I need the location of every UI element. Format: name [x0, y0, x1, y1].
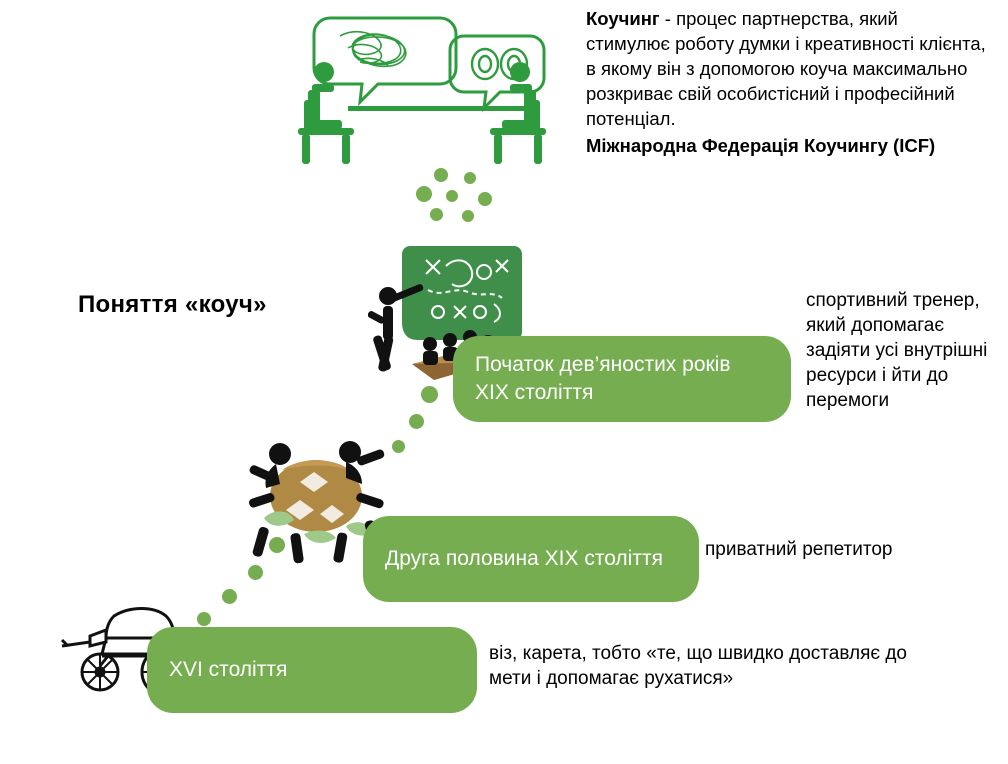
timeline-pill-label: XVI століття — [169, 658, 288, 681]
definition-source: Міжнародна Федерація Коучингу (ICF) — [586, 135, 936, 156]
definition-block — [586, 6, 986, 158]
trail-dot — [464, 172, 476, 184]
timeline-pill-label: Друга половина XIX століття — [385, 547, 663, 570]
trail-dot — [269, 537, 285, 553]
trail-dot — [478, 192, 492, 206]
trail-dot — [409, 414, 424, 429]
timeline-description-1990s: спортивний тренер, який допомагає задіяти усі внутрішні ресурси і йти до перемоги — [806, 290, 988, 411]
trail-dot — [462, 210, 474, 222]
trail-dot — [416, 186, 432, 202]
trail-dot — [248, 565, 263, 580]
timeline-pill-label: Початок дев’яностих років XIX століття — [475, 353, 731, 404]
trail-dot — [421, 386, 438, 403]
timeline-pill-16th-century[interactable] — [147, 627, 477, 713]
trail-dot — [430, 208, 443, 221]
timeline-pill-1990s[interactable] — [453, 336, 791, 422]
trail-dot — [446, 190, 458, 202]
definition-body: - процес партнерства, який стимулює роботу думки і креативності клієнта, в якому він з допомогою коуча максимально розкриває свій особистісний і професійний потенціал. — [586, 8, 986, 129]
page-title: Поняття «коуч» — [78, 291, 267, 318]
timeline-pill-second-half-19[interactable] — [363, 516, 699, 602]
definition-term: Коучинг — [586, 8, 660, 29]
timeline-description-16th-century: віз, карета, тобто «те, що швидко доставляє до мети і допомагає рухатися» — [489, 643, 907, 689]
two-people-talking-icon — [288, 10, 578, 170]
trail-dot — [434, 168, 448, 182]
timeline-description-second-half-19: приватний репетитор — [705, 539, 893, 560]
